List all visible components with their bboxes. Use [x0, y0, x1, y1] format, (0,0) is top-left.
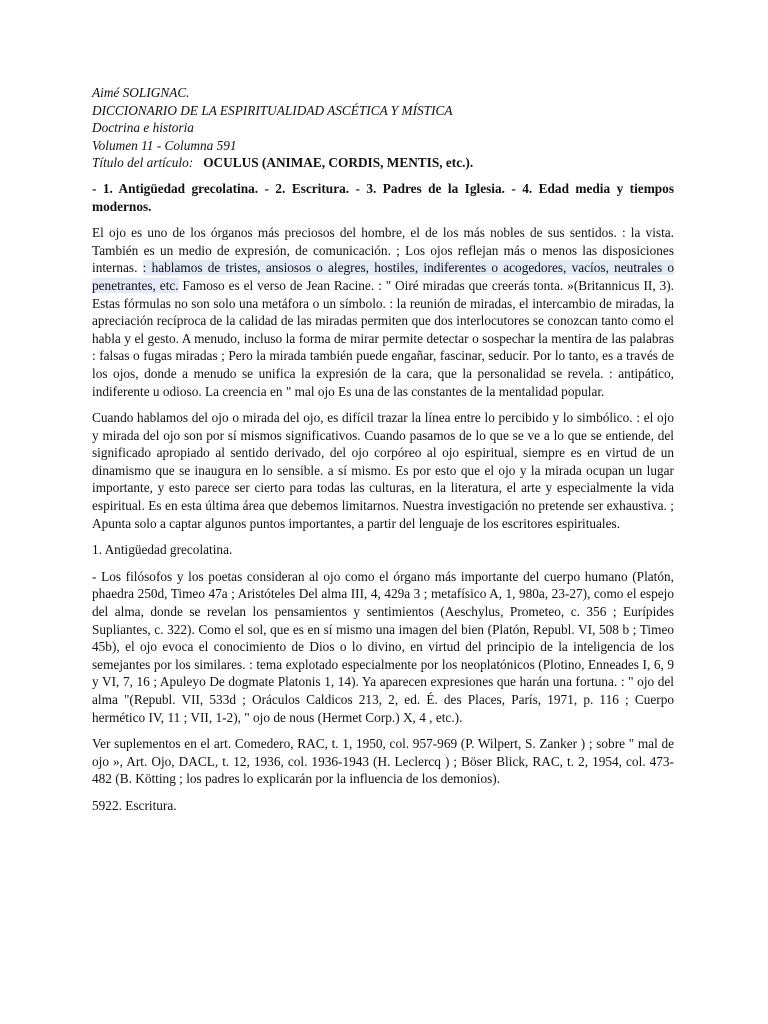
dictionary-title: DICCIONARIO DE LA ESPIRITUALIDAD ASCÉTICA Y MÍSTICA — [92, 102, 453, 118]
paragraph-1-end: Famoso es el verso de Jean Racine. : " Oiré miradas que creerás tonta. »(Britannicus II, 3). Estas fórmulas no son solo una metáfora o un símbolo. : la reunión de miradas, el intercambio de miradas, la apreciación recíproca de la calidad de las miradas permiten que dos interlocutores se conozcan tanto como el habla y el gesto. A menudo, incluso la forma de mirar permite detectar o sospechar la mentira de las palabras : falsas o fugas miradas ; Pero la mirada también puede engañar, fascinar, seducir. Por lo tanto, es a través de los ojos, donde a menudo se unifica la expresión de la cara, que la personalidad se revela. : antipático, indiferente u odioso. La creencia en " mal ojo Es una de las constantes de la mentalidad popular. — [92, 277, 674, 399]
dictionary-subtitle: Doctrina e historia — [92, 120, 194, 136]
article-line — [92, 154, 674, 172]
article-title: OCULUS (ANIMAE, CORDIS, MENTIS, etc.). — [203, 155, 474, 171]
volume-line: Volumen 11 - Columna 591 — [92, 137, 237, 153]
section-heading-2: 5922. Escritura. — [92, 797, 177, 813]
paragraph-1 — [92, 224, 674, 400]
paragraph-3: - Los filósofos y los poetas consideran al ojo como el órgano más importante del cuerpo humano (Platón, phaedra 250d, Timeo 47a ; Aristóteles Del alma III, 4, 429a 3 ; metafísico A, 1, 980a, 23-27), como el espejo del alma, donde se revelan los pensamientos y sentimientos (Aeschylus, Prometeo, c. 356 ; Eurípides Supliantes, c. 322). Como el sol, que es en sí mismo una imagen del bien (Platón, Republ. VI, 508 b ; Timeo 45b), el ojo evoca el conocimiento de Dios o lo divino, en virtud del principio de la inteligencia de los semejantes por los similares. : tema explotado especialmente por los neoplatónicos (Plotino, Enneades I, 6, 9 y VI, 7, 16 ; Apuleyo De dogmate Platonis 1, 14). Ya aparecen expresiones que harán una fortuna. : " ojo del alma "(Republ. VII, 533d ; Oráculos Caldicos 213, 2, ed. É. des Places, París, 1971, p. 116 ; Cuerpo hermético IV, 11 ; VII, 1-2), " ojo de nous (Hermet Corp.) X, 4 , etc.). — [92, 568, 674, 725]
highlighted-text: : hablamos de tristes, ansiosos o alegres, hostiles, indiferentes o acogedores, vacíos, neutrales o penetrantes, etc. — [92, 260, 674, 293]
document-page — [92, 84, 674, 815]
author-line: Aimé SOLIGNAC. — [92, 85, 190, 100]
paragraph-4: Ver suplementos en el art. Comedero, RAC, t. 1, 1950, col. 957-969 (P. Wilpert, S. Zanker ) ; sobre " mal de ojo », Art. Ojo, DACL, t. 12, 1936, col. 1936-1943 (H. Leclercq ) ; Böser Blick, RAC, t. 2, 1954, col. 473-482 (B. Kötting ; los padres lo explicarán por la influencia de los demonios). — [92, 736, 674, 787]
paragraph-1-start: El ojo es uno de los órganos más preciosos del hombre, el de los más nobles de sus sentidos. : la vista. También es un medio de expresión, de comunicación. ; Los ojos reflejan más o menos las disposiciones internas. — [92, 225, 674, 276]
section-heading-1: 1. Antigüedad grecolatina. — [92, 542, 233, 558]
article-label: Título del artículo: — [92, 155, 194, 171]
paragraph-2: Cuando hablamos del ojo o mirada del ojo, es difícil trazar la línea entre lo percibido y lo simbólico. : el ojo y mirada del ojo son por sí mismos significativos. Cuando pasamos de lo que se ve a lo que se entiende, del significado apropiado al sentido derivado, del ojo corpóreo al ojo espiritual, siempre es en virtud de un dinamismo que se inaugura en lo sensible. a sí mismo. Es por esto que el ojo y la mirada ocupan un lugar importante, y esto parece ser cierto para todas las culturas, en la literatura, el arte y especialmente la vida espiritual. Es en esta última área que debemos limitarnos. Nuestra investigación no pretende ser exhaustiva. ; Apunta solo a captar algunos puntos importantes, a partir del lenguaje de los escritores espirituales. — [92, 410, 674, 531]
section-list: - 1. Antigüedad grecolatina. - 2. Escritura. - 3. Padres de la Iglesia. - 4. Edad media y tiempos modernos. — [92, 180, 674, 214]
